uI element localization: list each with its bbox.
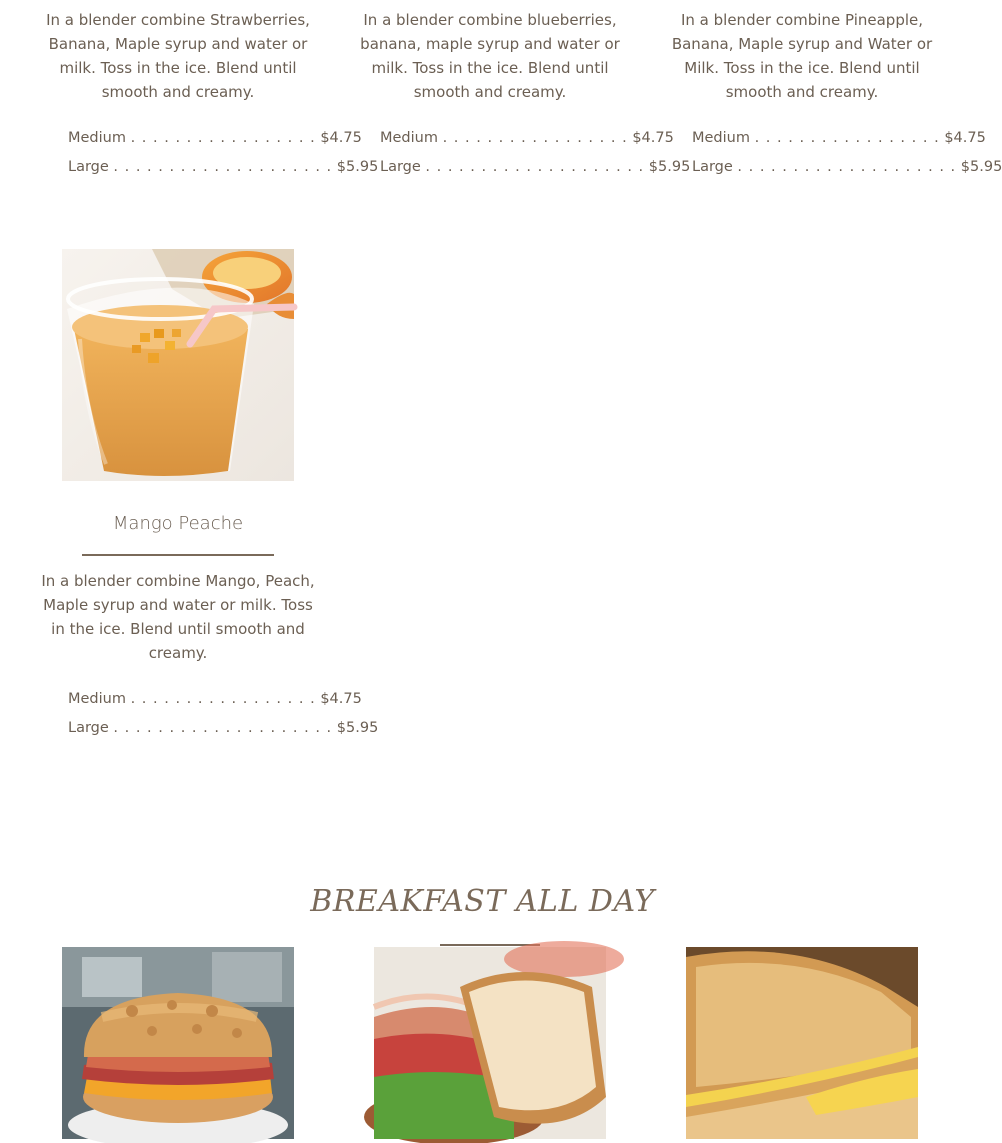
smoothie-card-mango [38, 569, 318, 665]
price-medium: Medium . . . . . . . . . . . . . . . . . $4.75 [68, 691, 362, 707]
price-large: Large . . . . . . . . . . . . . . . . . . . . $5.95 [692, 159, 1002, 175]
smoothie-description: In a blender combine Pineapple, Banana, Maple syrup and Water or Milk. Toss in the ice. Blend until smooth and creamy. [671, 11, 933, 101]
title-divider [82, 554, 274, 556]
breakfast-section-title: BREAKFAST ALL DAY [310, 884, 655, 919]
mango-smoothie-photo[interactable] [62, 249, 294, 481]
bagel-sandwich-photo[interactable] [62, 947, 294, 1139]
smoothie-card-pineapple [662, 8, 942, 104]
smoothie-description: In a blender combine Mango, Peach, Maple syrup and water or milk. Toss in the ice. Blend until smooth and creamy. [41, 572, 315, 662]
smoothie-description: In a blender combine Strawberries, Banana, Maple syrup and water or milk. Toss in the ice. Blend until smooth and creamy. [46, 11, 310, 101]
mango-peache-title: Mango Peache [112, 513, 244, 534]
blt-sandwich-photo[interactable] [374, 947, 606, 1139]
price-medium: Medium . . . . . . . . . . . . . . . . . $4.75 [692, 130, 986, 146]
price-large: Large . . . . . . . . . . . . . . . . . . . . $5.95 [68, 159, 379, 175]
price-large: Large . . . . . . . . . . . . . . . . . . . . $5.95 [68, 720, 379, 736]
grilled-cheese-photo[interactable] [686, 947, 918, 1139]
price-large: Large . . . . . . . . . . . . . . . . . . . . $5.95 [380, 159, 691, 175]
smoothie-card-blueberry [350, 8, 630, 104]
price-medium: Medium . . . . . . . . . . . . . . . . . $4.75 [68, 130, 362, 146]
smoothie-description: In a blender combine blueberries, banana, maple syrup and water or milk. Toss in the ice. Blend until smooth and creamy. [360, 11, 620, 101]
price-medium: Medium . . . . . . . . . . . . . . . . . $4.75 [380, 130, 674, 146]
smoothie-card-strawberry [38, 8, 318, 104]
